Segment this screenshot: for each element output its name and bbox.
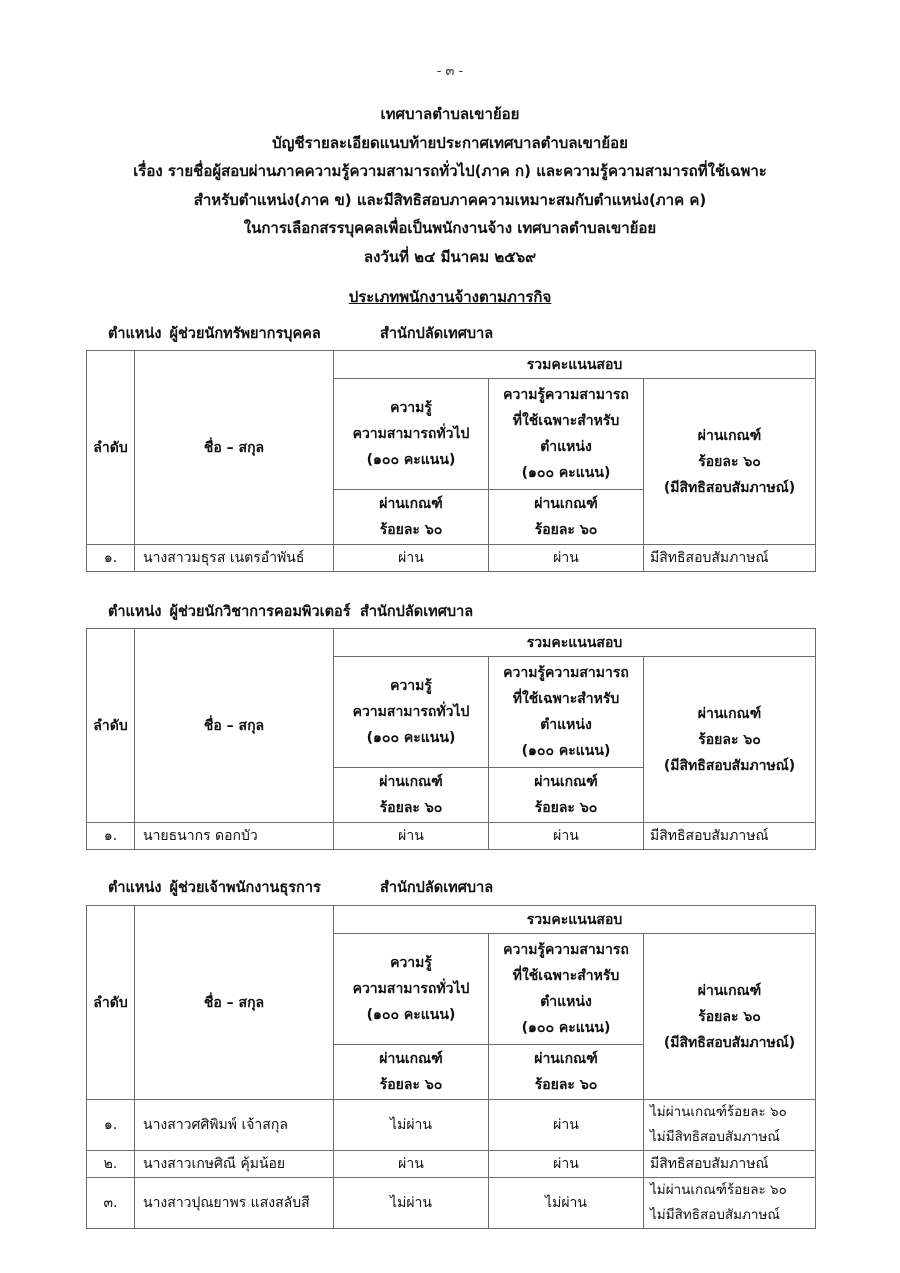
row-order: ๓. — [87, 1178, 135, 1229]
table-row — [87, 823, 816, 850]
row-general-result: ไม่ผ่าน — [334, 1178, 489, 1229]
table-row — [87, 545, 816, 572]
header-specific-line: ความรู้ความสามารถ — [503, 942, 629, 958]
header-criteria-line: ผ่านเกณฑ์ — [379, 496, 443, 512]
table-row — [87, 1178, 816, 1229]
header-criteria-line: ผ่านเกณฑ์ — [534, 1051, 598, 1067]
row-final-result-line: มีสิทธิสอบสัมภาษณ์ — [650, 828, 769, 844]
header-general-line: (๑๐๐ คะแนน) — [366, 730, 456, 746]
row-general-result: ผ่าน — [334, 545, 489, 572]
header-specific-knowledge — [489, 657, 644, 768]
header-criteria-line: ผ่านเกณฑ์ — [379, 774, 443, 790]
row-final-result — [644, 1178, 816, 1229]
header-specific-criteria — [489, 1045, 644, 1100]
heading-subject-cont: สำหรับตำแหน่ง(ภาค ข) และมีสิทธิสอบภาคความเหมาะสมกับตำแหน่ง(ภาค ค) — [193, 190, 707, 209]
row-final-result — [644, 545, 816, 572]
position-department: สำนักปลัดเทศบาล — [380, 326, 494, 342]
header-specific-knowledge — [489, 934, 644, 1045]
header-total-score: รวมคะแนนสอบ — [334, 906, 816, 934]
score-table — [86, 905, 816, 1229]
header-criteria-line: ผ่านเกณฑ์ — [534, 496, 598, 512]
header-result-line: ร้อยละ ๖๐ — [698, 453, 761, 470]
position-line — [108, 600, 474, 623]
header-general-criteria — [334, 768, 489, 823]
position-label: ตำแหน่ง — [108, 604, 162, 620]
header-order: ลำดับ — [87, 629, 135, 823]
position-line — [108, 322, 494, 345]
header-specific-line: (๑๐๐ คะแนน) — [521, 743, 611, 759]
position-label: ตำแหน่ง — [108, 880, 162, 896]
row-final-result — [644, 1100, 816, 1151]
header-criteria-line: ร้อยละ ๖๐ — [379, 522, 443, 538]
row-final-result-line: ไม่มีสิทธิสอบสัมภาษณ์ — [650, 1207, 780, 1223]
header-general-line: ความสามารถทั่วไป — [352, 426, 470, 442]
page-number: - ๓ - — [436, 64, 464, 79]
header-result — [644, 657, 816, 823]
header-result — [644, 379, 816, 545]
header-specific-criteria — [489, 768, 644, 823]
table-row — [87, 1151, 816, 1178]
table-header — [87, 906, 816, 1100]
row-final-result — [644, 823, 816, 850]
row-final-result-line: ไม่ผ่านเกณฑ์ร้อยละ ๖๐ — [650, 1182, 787, 1198]
header-general-line: ความสามารถทั่วไป — [352, 704, 470, 720]
header-criteria-line: ร้อยละ ๖๐ — [534, 800, 598, 816]
row-name: นางสาวปุณยาพร แสงสลับสี — [135, 1178, 334, 1229]
header-order: ลำดับ — [87, 351, 135, 545]
position-label: ตำแหน่ง — [108, 326, 162, 342]
header-specific-line: ความรู้ความสามารถ — [503, 665, 629, 681]
header-specific-line: ตำแหน่ง — [540, 717, 592, 733]
header-general-knowledge — [334, 934, 489, 1045]
position-line — [108, 876, 494, 899]
header-result-line: (มีสิทธิสอบสัมภาษณ์) — [663, 479, 796, 496]
score-table — [86, 628, 816, 850]
header-specific-line: ตำแหน่ง — [540, 439, 592, 455]
header-result-line: ร้อยละ ๖๐ — [698, 1008, 761, 1025]
position-department: สำนักปลัดเทศบาล — [380, 880, 494, 896]
row-final-result-line: มีสิทธิสอบสัมภาษณ์ — [650, 550, 769, 566]
header-criteria-line: ร้อยละ ๖๐ — [534, 1077, 598, 1093]
row-order: ๑. — [87, 1100, 135, 1151]
heading-org: เทศบาลตำบลเขาย้อย — [380, 105, 520, 123]
row-general-result: ไม่ผ่าน — [334, 1100, 489, 1151]
header-name: ชื่อ – สกุล — [135, 906, 334, 1100]
header-general-knowledge — [334, 379, 489, 490]
header-result — [644, 934, 816, 1100]
heading-subject: เรื่อง รายชื่อผู้สอบผ่านภาคความรู้ความสามารถทั่วไป(ภาค ก) และความรู้ความสามารถที่ใช้เฉพาะ — [133, 162, 767, 180]
position-title: ผู้ช่วยเจ้าพนักงานธุรการ — [169, 880, 321, 896]
header-total-score: รวมคะแนนสอบ — [334, 629, 816, 657]
header-criteria-line: ร้อยละ ๖๐ — [379, 800, 443, 816]
header-specific-line: ที่ใช้เฉพาะสำหรับ — [512, 968, 620, 984]
row-specific-result: ไม่ผ่าน — [489, 1178, 644, 1229]
header-criteria-line: ผ่านเกณฑ์ — [534, 774, 598, 790]
row-final-result-line: ไม่ผ่านเกณฑ์ร้อยละ ๖๐ — [650, 1104, 787, 1120]
header-criteria-line: ผ่านเกณฑ์ — [379, 1051, 443, 1067]
document-heading — [0, 100, 900, 271]
row-order: ๑. — [87, 545, 135, 572]
header-criteria-line: ร้อยละ ๖๐ — [534, 522, 598, 538]
header-total-score: รวมคะแนนสอบ — [334, 351, 816, 379]
table-header — [87, 629, 816, 823]
heading-date: ลงวันที่ ๒๔ มีนาคม ๒๕๖๙ — [363, 247, 537, 266]
position-title: ผู้ช่วยนักทรัพยากรบุคคล — [169, 326, 321, 342]
heading-purpose: ในการเลือกสรรบุคคลเพื่อเป็นพนักงานจ้าง เทศบาลตำบลเขาย้อย — [243, 219, 657, 237]
header-general-line: (๑๐๐ คะแนน) — [366, 1007, 456, 1023]
header-general-line: (๑๐๐ คะแนน) — [366, 452, 456, 468]
header-specific-line: ความรู้ความสามารถ — [503, 387, 629, 403]
position-department: สำนักปลัดเทศบาล — [360, 604, 474, 620]
row-order: ๑. — [87, 823, 135, 850]
header-general-line: ความรู้ — [390, 400, 432, 416]
header-criteria-line: ร้อยละ ๖๐ — [379, 1077, 443, 1093]
header-specific-line: ที่ใช้เฉพาะสำหรับ — [512, 413, 620, 429]
header-result-line: ผ่านเกณฑ์ — [697, 705, 762, 722]
header-general-criteria — [334, 1045, 489, 1100]
header-name: ชื่อ – สกุล — [135, 629, 334, 823]
row-name: นางสาวมธุรส เนตรอำพันธ์ — [135, 545, 334, 572]
header-order: ลำดับ — [87, 906, 135, 1100]
header-general-line: ความรู้ — [390, 955, 432, 971]
row-order: ๒. — [87, 1151, 135, 1178]
position-title: ผู้ช่วยนักวิชาการคอมพิวเตอร์ — [169, 604, 351, 620]
row-specific-result: ผ่าน — [489, 1151, 644, 1178]
table-row — [87, 1100, 816, 1151]
header-result-line: (มีสิทธิสอบสัมภาษณ์) — [663, 1034, 796, 1051]
header-specific-line: (๑๐๐ คะแนน) — [521, 465, 611, 481]
header-result-line: (มีสิทธิสอบสัมภาษณ์) — [663, 757, 796, 774]
row-specific-result: ผ่าน — [489, 823, 644, 850]
header-name: ชื่อ – สกุล — [135, 351, 334, 545]
row-specific-result: ผ่าน — [489, 1100, 644, 1151]
header-result-line: ผ่านเกณฑ์ — [697, 982, 762, 999]
section-title: ประเภทพนักงานจ้างตามภารกิจ — [348, 288, 552, 306]
row-name: นางสาวศศิพิมพ์ เจ้าสกุล — [135, 1100, 334, 1151]
header-general-criteria — [334, 490, 489, 545]
row-name: นายธนากร ดอกบัว — [135, 823, 334, 850]
header-specific-knowledge — [489, 379, 644, 490]
header-specific-line: ที่ใช้เฉพาะสำหรับ — [512, 691, 620, 707]
row-name: นางสาวเกษศิณี คุ้มน้อย — [135, 1151, 334, 1178]
row-final-result-line: มีสิทธิสอบสัมภาษณ์ — [650, 1156, 769, 1172]
row-general-result: ผ่าน — [334, 823, 489, 850]
row-general-result: ผ่าน — [334, 1151, 489, 1178]
header-specific-criteria — [489, 490, 644, 545]
row-final-result — [644, 1151, 816, 1178]
header-specific-line: (๑๐๐ คะแนน) — [521, 1020, 611, 1036]
heading-list-title: บัญชีรายละเอียดแนบท้ายประกาศเทศบาลตำบลเขาย้อย — [272, 133, 628, 152]
header-specific-line: ตำแหน่ง — [540, 994, 592, 1010]
header-general-line: ความรู้ — [390, 678, 432, 694]
row-specific-result: ผ่าน — [489, 545, 644, 572]
table-header — [87, 351, 816, 545]
header-result-line: ผ่านเกณฑ์ — [697, 427, 762, 444]
score-table — [86, 350, 816, 572]
header-general-line: ความสามารถทั่วไป — [352, 981, 470, 997]
header-result-line: ร้อยละ ๖๐ — [698, 731, 761, 748]
header-general-knowledge — [334, 657, 489, 768]
row-final-result-line: ไม่มีสิทธิสอบสัมภาษณ์ — [650, 1129, 780, 1145]
